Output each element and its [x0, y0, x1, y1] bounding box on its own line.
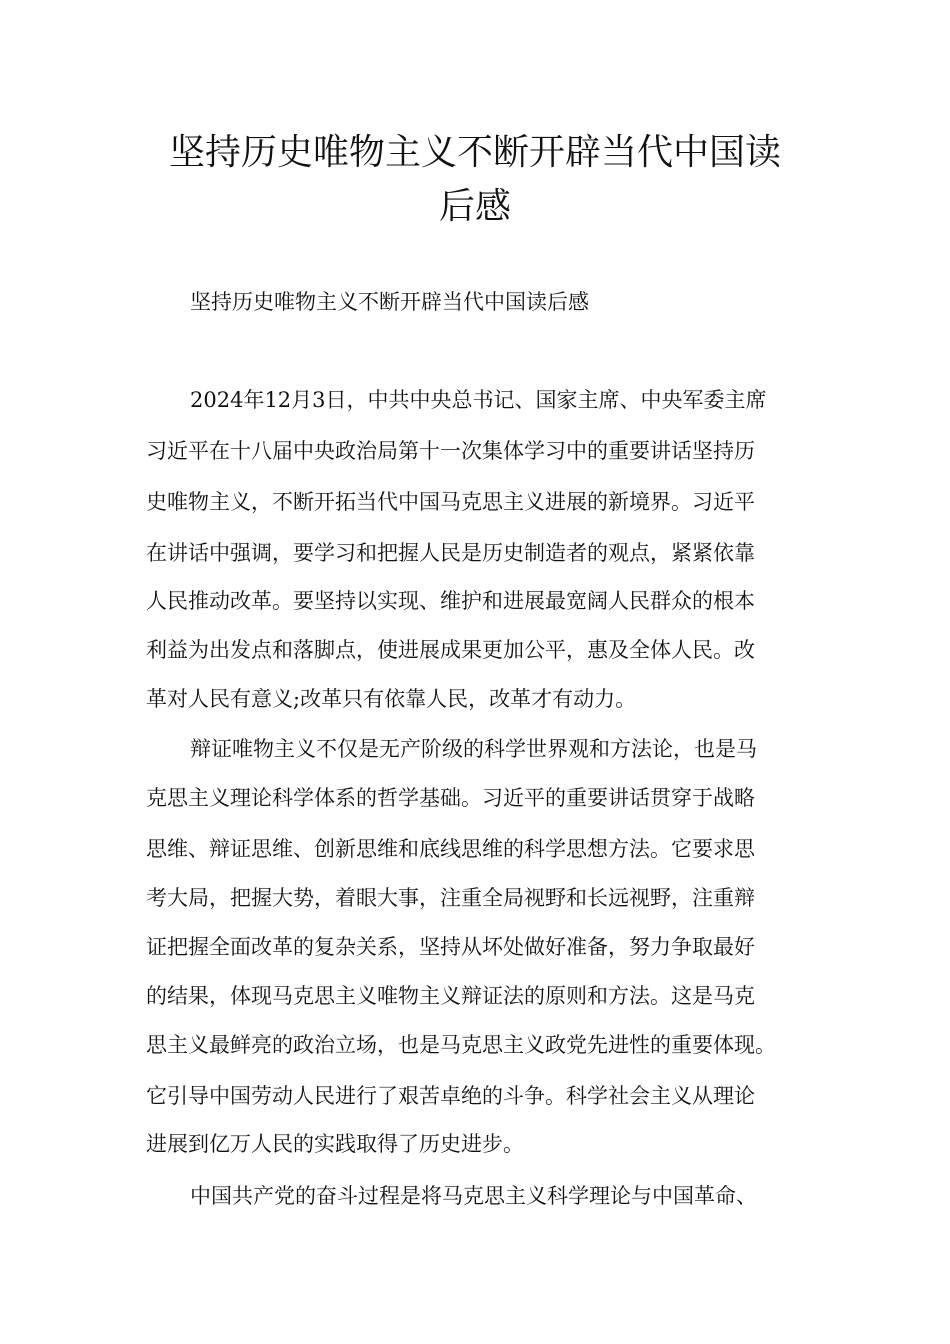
paragraph-line: 在讲话中强调，要学习和把握人民是历史制造者的观点，紧紧依靠: [146, 541, 755, 565]
paragraph-line: 它引导中国劳动人民进行了艰苦卓绝的斗争。科学社会主义从理论: [146, 1084, 755, 1108]
paragraph-line: 利益为出发点和落脚点，使进展成果更加公平，惠及全体人民。改: [146, 638, 755, 662]
paragraph-line: 思主义最鲜亮的政治立场，也是马克思主义政党先进性的重要体现。: [146, 1033, 776, 1057]
paragraph-line: 考大局，把握大势，着眼大事，注重全局视野和长远视野，注重辩: [146, 886, 755, 910]
title-line-1: 坚持历史唯物主义不断开辟当代中国读: [168, 132, 781, 173]
document-subtitle: 坚持历史唯物主义不断开辟当代中国读后感: [190, 290, 589, 314]
paragraph-line: 思维、辩证思维、创新思维和底线思维的科学思想方法。它要求思: [146, 837, 755, 861]
paragraph-line: 证把握全面改革的复杂关系，坚持从坏处做好准备，努力争取最好: [146, 935, 755, 959]
paragraph-line: 习近平在十八届中央政治局第十一次集体学习中的重要讲话坚持历: [146, 439, 755, 463]
paragraph-line: 中国共产党的奋斗过程是将马克思主义科学理论与中国革命、: [190, 1184, 757, 1208]
paragraph-line: 进展到亿万人民的实践取得了历史进步。: [146, 1132, 524, 1156]
paragraph-line: 人民推动改革。要坚持以实现、维护和进展最宽阔人民群众的根本: [146, 589, 755, 613]
paragraph-line: 革对人民有意义;改革只有依靠人民，改革才有动力。: [146, 687, 637, 711]
paragraph-line: 克思主义理论科学体系的哲学基础。习近平的重要讲话贯穿于战略: [146, 786, 755, 810]
document-title: [130, 126, 820, 234]
paragraph-line: 的结果，体现马克思主义唯物主义辩证法的原则和方法。这是马克: [146, 984, 755, 1008]
paragraph-line: 辩证唯物主义不仅是无产阶级的科学世界观和方法论，也是马: [190, 737, 757, 761]
paragraph-line: 史唯物主义，不断开拓当代中国马克思主义进展的新境界。习近平: [146, 490, 755, 514]
paragraph-line: 2024年12月3日，中共中央总书记、国家主席、中央军委主席: [190, 388, 767, 412]
title-line-2: 后感: [438, 186, 511, 227]
